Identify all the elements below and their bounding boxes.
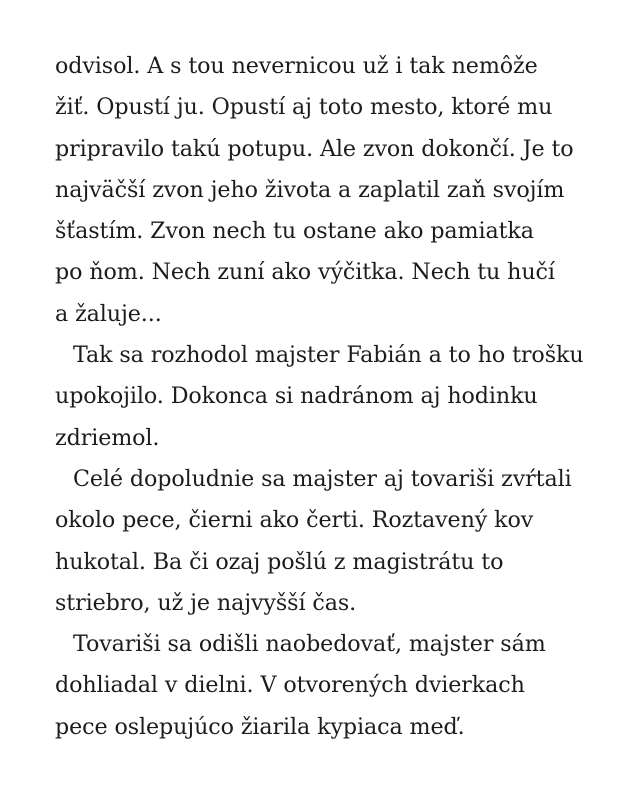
text-line: dohliadal v dielni. V otvorených dvierkach [55, 672, 525, 699]
text-line: pripravilo takú potupu. Ale zvon dokončí. Je to [55, 135, 574, 162]
paragraph-first-line: Tovariši sa odišli naobedovať, majster sám [73, 631, 546, 658]
text-line: striebro, už je najvyšší čas. [55, 589, 357, 616]
text-line: žiť. Opustí ju. Opustí aj toto mesto, ktoré mu [55, 94, 553, 121]
text-line: najväčší zvon jeho života a zaplatil zaň svojím [55, 176, 565, 203]
text-line: a žaluje... [55, 300, 162, 327]
text-line: okolo pece, čierni ako čerti. Roztavený kov [55, 507, 534, 534]
text-line: upokojilo. Dokonca si nadránom aj hodinku [55, 383, 538, 410]
paragraph-first-line: Celé dopoludnie sa majster aj tovariši zvŕtali [73, 465, 572, 492]
book-page-text [55, 46, 615, 748]
text-line: po ňom. Nech zuní ako výčitka. Nech tu hučí [55, 259, 555, 286]
text-line: hukotal. Ba či ozaj pošlú z magistrátu to [55, 548, 504, 575]
paragraph-first-line: Tak sa rozhodol majster Fabián a to ho trošku [73, 342, 584, 369]
text-line: šťastím. Zvon nech tu ostane ako pamiatka [55, 218, 534, 245]
text-line: zdriemol. [55, 424, 160, 451]
text-line: pece oslepujúco žiarila kypiaca meď. [55, 713, 465, 740]
text-line: odvisol. A s tou nevernicou už i tak nemôže [55, 53, 538, 79]
